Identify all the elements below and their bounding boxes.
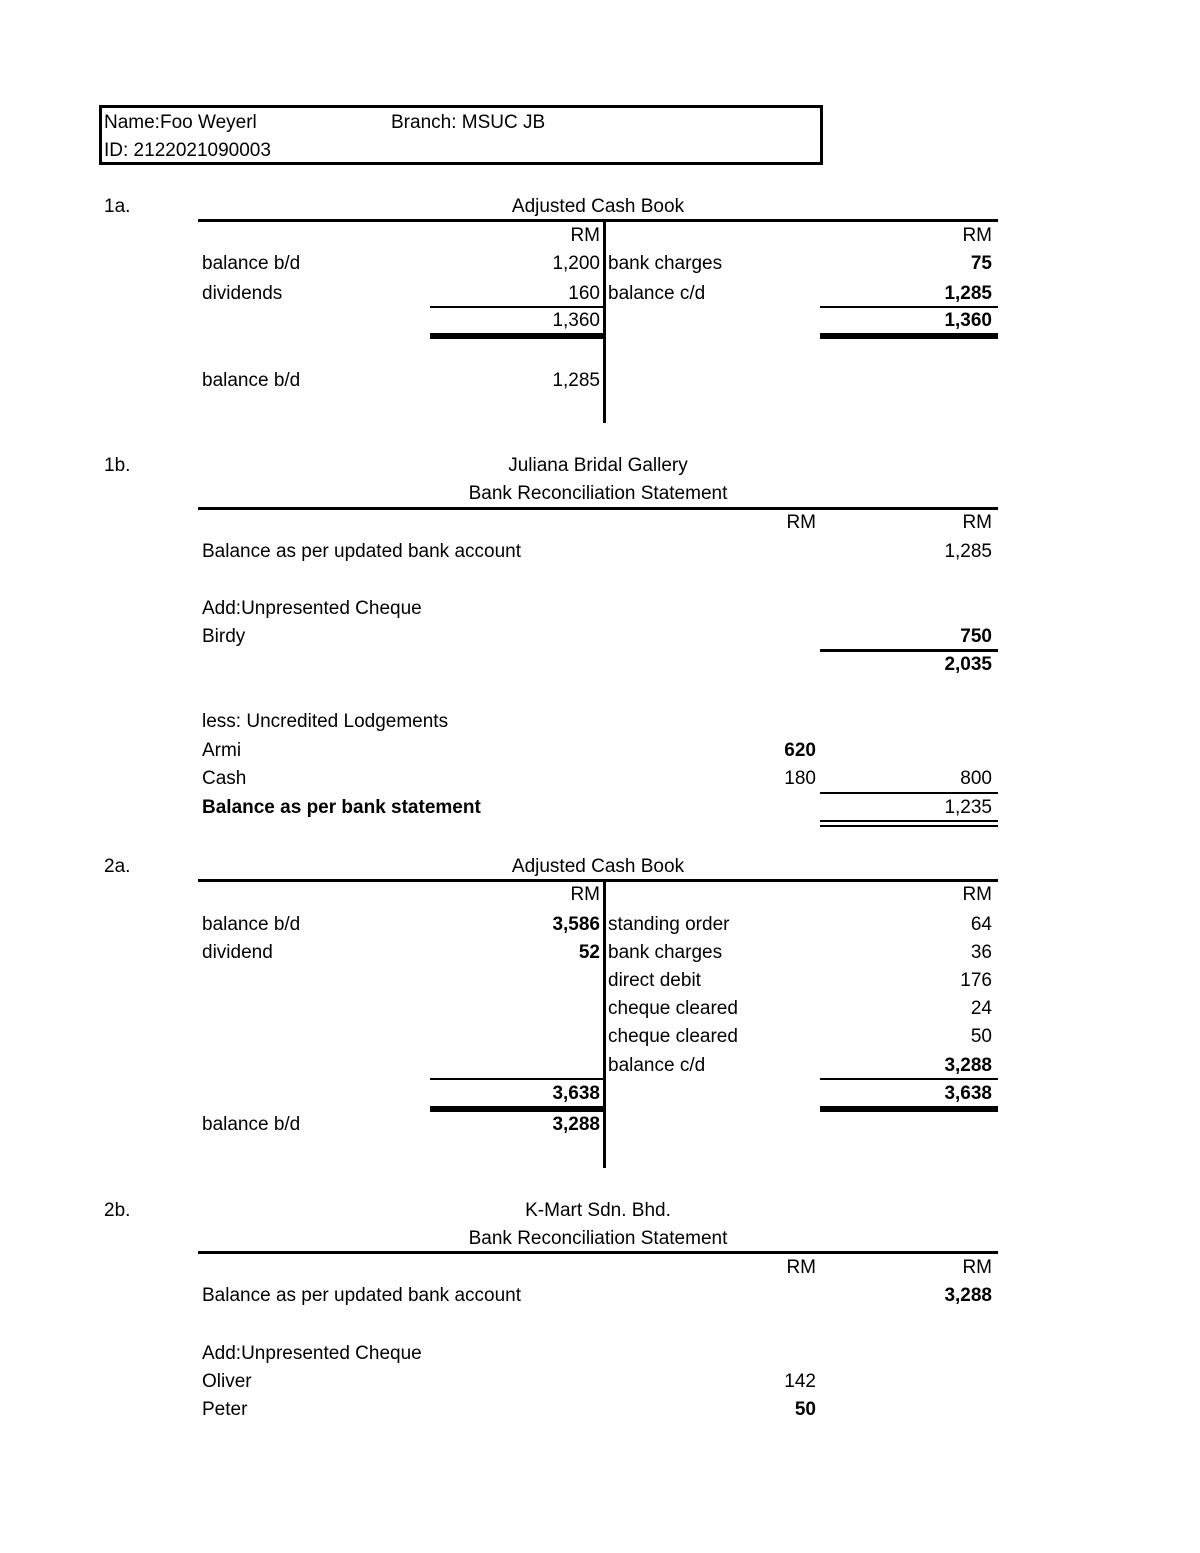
q1b-balance-amount: 1,285: [944, 541, 992, 562]
q1a-credit-desc: balance c/d: [608, 283, 706, 304]
q1b-less-item-desc: Cash: [202, 768, 247, 789]
q1b-final-desc: Balance as per bank statement: [202, 797, 481, 818]
q1a-debit-closing-rule: [430, 333, 603, 339]
question-label-2b: 2b.: [104, 1200, 131, 1221]
q1a-debit-currency: RM: [570, 225, 600, 246]
q2b-top-rule: [198, 1251, 998, 1254]
q1b-final-double-rule: [820, 820, 998, 827]
q1b-col1-currency: RM: [786, 512, 816, 533]
q2a-credit-desc: bank charges: [608, 942, 723, 963]
q2a-credit-amount: 36: [970, 942, 992, 963]
q2a-credit-amount: 50: [970, 1026, 992, 1047]
q2a-title: Adjusted Cash Book: [511, 856, 685, 877]
q1a-debit-total: 1,360: [552, 310, 600, 331]
q2b-title: Bank Reconciliation Statement: [468, 1228, 728, 1249]
q2a-credit-amount: 3,288: [944, 1055, 992, 1076]
q1a-debit-desc: dividends: [202, 283, 283, 304]
q1b-subtotal: 2,035: [944, 654, 992, 675]
q2a-debit-currency: RM: [570, 884, 600, 905]
q2a-credit-desc: cheque cleared: [608, 998, 738, 1019]
q1b-balance-desc: Balance as per updated bank account: [202, 541, 522, 562]
q1a-credit-currency: RM: [962, 225, 992, 246]
q2b-balance-desc: Balance as per updated bank account: [202, 1285, 522, 1306]
branch-name: Branch: MSUC JB: [391, 112, 546, 133]
question-label-2a: 2a.: [104, 856, 131, 877]
q1b-less-item-desc: Armi: [202, 740, 242, 761]
q2a-debit-total: 3,638: [552, 1083, 600, 1104]
q2a-top-rule: [198, 879, 998, 882]
q1b-title: Bank Reconciliation Statement: [468, 483, 728, 504]
q1a-carried-amount: 1,285: [552, 370, 600, 391]
q2a-credit-desc: balance c/d: [608, 1055, 706, 1076]
q2b-add-item-desc: Oliver: [202, 1371, 252, 1392]
q1b-add-item-amount: 750: [960, 626, 992, 647]
q1a-credit-amount: 1,285: [944, 283, 992, 304]
q2a-t-account-divider: [603, 882, 606, 1168]
q1b-less-item-amount: 620: [784, 740, 816, 761]
q1b-final-amount: 1,235: [944, 797, 992, 818]
q2b-col1-currency: RM: [786, 1257, 816, 1278]
q2a-debit-closing-rule: [430, 1106, 603, 1112]
q2a-credit-desc: direct debit: [608, 970, 701, 991]
q1b-subtotal-rule: [820, 649, 998, 652]
q1a-credit-amount: 75: [970, 253, 992, 274]
q2a-carried-desc: balance b/d: [202, 1114, 301, 1135]
q1a-credit-total-rule: [820, 306, 998, 308]
q1b-less-total: 800: [960, 768, 992, 789]
q1b-final-rule: [820, 792, 998, 794]
q1b-add-item-desc: Birdy: [202, 626, 246, 647]
student-name: Name:Foo Weyerl: [104, 112, 257, 133]
q2b-add-item-amount: 142: [784, 1371, 816, 1392]
q2a-credit-total: 3,638: [944, 1083, 992, 1104]
q2a-credit-closing-rule: [820, 1106, 998, 1112]
q1a-credit-desc: bank charges: [608, 253, 723, 274]
q2b-col2-currency: RM: [962, 1257, 992, 1278]
q1a-t-account-divider: [603, 222, 606, 423]
q1b-col2-currency: RM: [962, 512, 992, 533]
q2a-debit-amount: 52: [578, 942, 600, 963]
q1b-less-heading: less: Uncredited Lodgements: [202, 711, 449, 732]
q1a-debit-desc: balance b/d: [202, 253, 301, 274]
q1b-top-rule: [198, 507, 998, 510]
q1a-title: Adjusted Cash Book: [511, 196, 685, 217]
q1b-company: Juliana Bridal Gallery: [508, 455, 688, 476]
q2a-debit-amount: 3,586: [552, 914, 600, 935]
q2a-credit-total-rule: [820, 1078, 998, 1080]
student-id: ID: 2122021090003: [104, 140, 271, 161]
q2a-debit-desc: dividend: [202, 942, 273, 963]
q2b-company: K-Mart Sdn. Bhd.: [525, 1200, 671, 1221]
q1a-debit-amount: 1,200: [552, 253, 600, 274]
q2a-credit-desc: cheque cleared: [608, 1026, 738, 1047]
q2a-credit-amount: 176: [960, 970, 992, 991]
q1a-debit-amount: 160: [568, 283, 600, 304]
q2a-credit-desc: standing order: [608, 914, 730, 935]
q2a-debit-desc: balance b/d: [202, 914, 301, 935]
q2b-add-item-desc: Peter: [202, 1399, 248, 1420]
q2a-credit-currency: RM: [962, 884, 992, 905]
q1b-less-item-amount: 180: [784, 768, 816, 789]
q2b-add-item-amount: 50: [794, 1399, 816, 1420]
q2a-debit-total-rule: [430, 1078, 603, 1080]
q1a-top-rule: [198, 219, 998, 222]
q1a-debit-total-rule: [430, 306, 603, 308]
question-label-1a: 1a.: [104, 196, 131, 217]
q2a-credit-amount: 24: [970, 998, 992, 1019]
q2b-balance-amount: 3,288: [944, 1285, 992, 1306]
question-label-1b: 1b.: [104, 455, 131, 476]
q2a-carried-amount: 3,288: [552, 1114, 600, 1135]
q1a-carried-desc: balance b/d: [202, 370, 301, 391]
q1a-credit-closing-rule: [820, 333, 998, 339]
q2a-credit-amount: 64: [970, 914, 992, 935]
q1a-credit-total: 1,360: [944, 310, 992, 331]
q2b-add-heading: Add:Unpresented Cheque: [202, 1343, 422, 1364]
q1b-add-heading: Add:Unpresented Cheque: [202, 598, 422, 619]
